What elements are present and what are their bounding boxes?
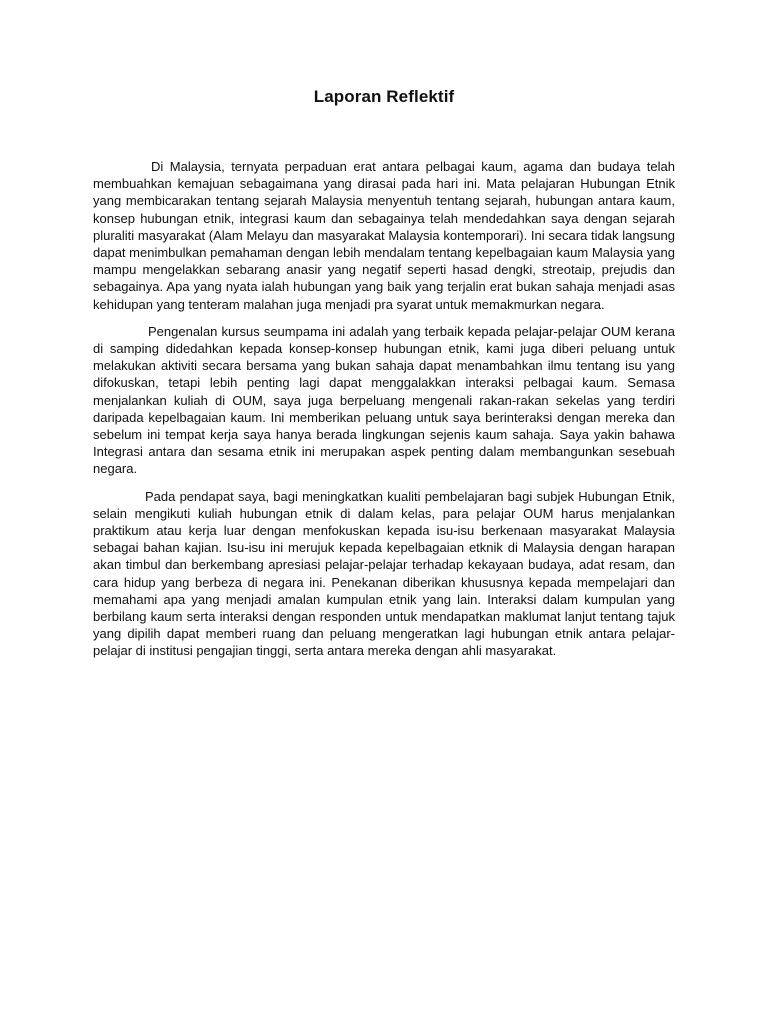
paragraph-2: Pengenalan kursus seumpama ini adalah yang terbaik kepada pelajar-pelajar OUM kerana di samping didedahkan kepada konsep-konsep hubungan etnik, kami juga diberi peluang untuk melakukan aktiviti secara bersama yang bukan sahaja dapat menambahkan ilmu tentang isu yang difokuskan, tetapi lebih penting lagi dapat menggalakkan interaksi pelbagai kaum. Semasa menjalankan kuliah di OUM, saya juga berpeluang mengenali rakan-rakan sekelas yang terdiri daripada kepelbagaian kaum. Ini memberikan peluang untuk saya berinteraksi dengan mereka dan sebelum ini tempat kerja saya hanya berada lingkungan sejenis kaum sahaja. Saya yakin bahawa Integrasi antara dan sesama etnik ini merupakan aspek penting dalam membangunkan sesebuah negara.: [93, 323, 675, 477]
document-title: Laporan Reflektif: [313, 87, 455, 106]
document-body: [93, 158, 675, 670]
paragraph-1: Di Malaysia, ternyata perpaduan erat antara pelbagai kaum, agama dan budaya telah membuahkan kemajuan sebagaimana yang dirasai pada hari ini. Mata pelajaran Hubungan Etnik yang membicarakan tentang sejarah Malaysia menyentuh tentang sejarah, hubungan antara kaum, konsep hubungan etnik, integrasi kaum dan sebagainya telah mendedahkan saya dengan sejarah pluraliti masyarakat (Alam Melayu dan masyarakat Malaysia kontemporari). Ini secara tidak langsung dapat menimbulkan pemahaman dengan lebih mendalam tentang kepelbagaian kaum Malaysia yang mampu mengelakkan sebarang anasir yang negatif seperti hasad dengki, streotaip, prejudis dan sebagainya. Apa yang nyata ialah hubungan yang baik yang terjalin erat bukan sahaja menjadi asas kehidupan yang tenteram malahan juga menjadi pra syarat untuk memakmurkan negara.: [93, 159, 675, 312]
paragraph-3: Pada pendapat saya, bagi meningkatkan kualiti pembelajaran bagi subjek Hubungan Etnik, selain mengikuti kuliah hubungan etnik di dalam kelas, para pelajar OUM harus menjalankan praktikum atau kerja luar dengan menfokuskan kepada isu-isu berkenaan masyarakat Malaysia sebagai bahan kajian. Isu-isu ini merujuk kepada kepelbagaian etknik di Malaysia dengan harapan akan timbul dan berkembang apresiasi pelajar-pelajar terhadap kekayaan budaya, adat resam, dan cara hidup yang berbeza di negara ini. Penekanan diberikan khususnya kepada mempelajari dan memahami apa yang menjadi amalan kumpulan etnik yang lain. Interaksi dalam kumpulan yang berbilang kaum serta interaksi dengan responden untuk mendapatkan maklumat lanjut tentang tajuk yang dipilih dapat memberi ruang dan peluang mengeratkan lagi hubungan etnik antara pelajar-pelajar di institusi pengajian tinggi, serta antara mereka dengan ahli masyarakat.: [93, 488, 675, 659]
